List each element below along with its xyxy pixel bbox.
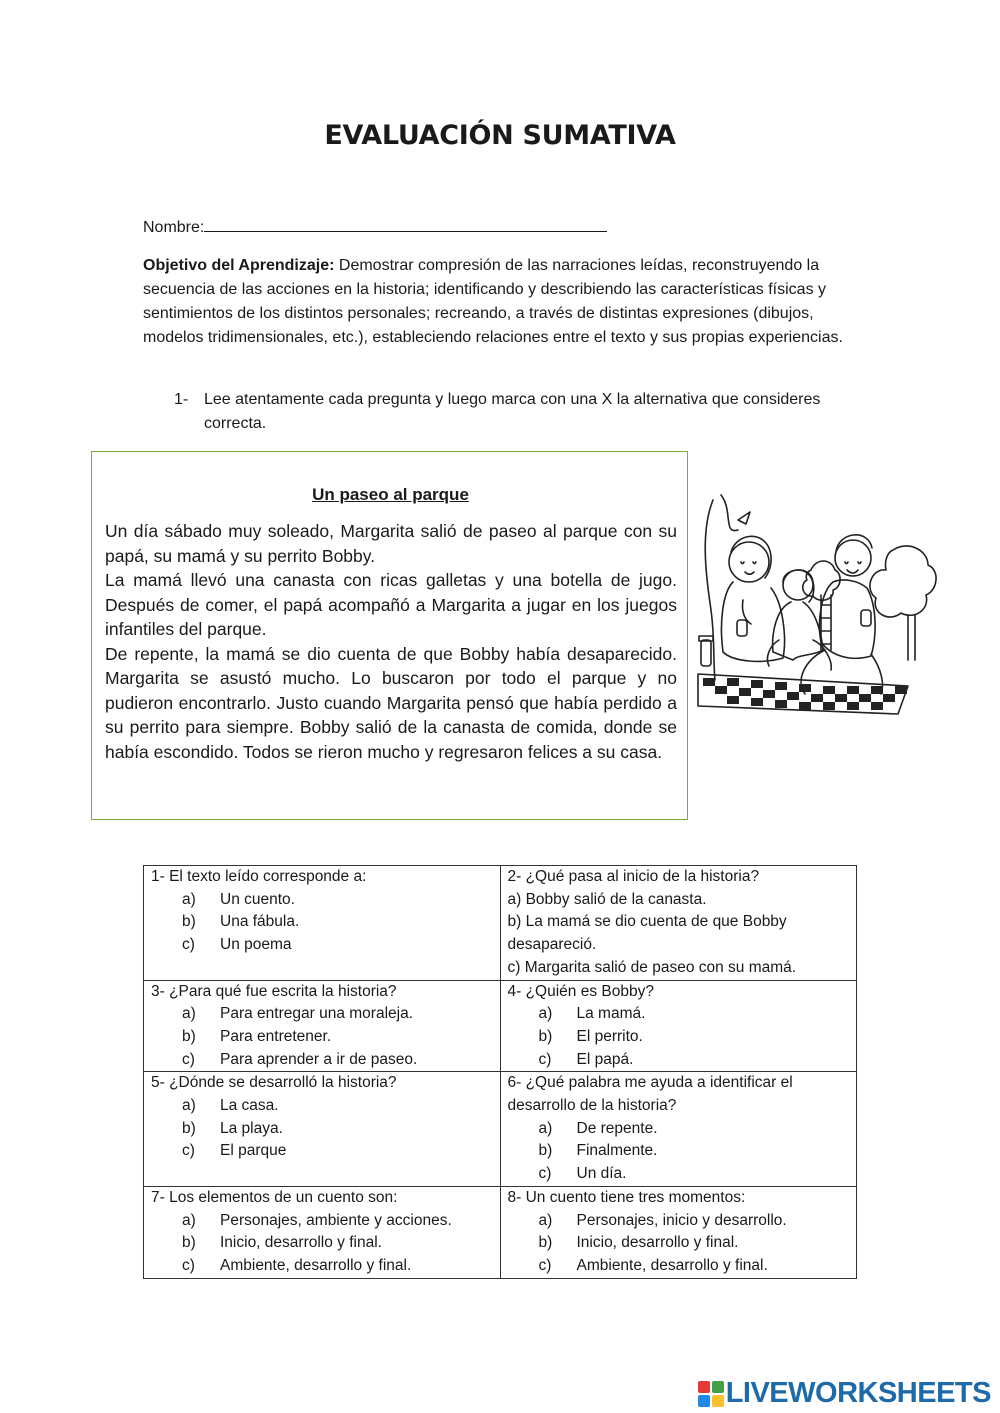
name-blank-line[interactable] (204, 216, 607, 232)
question-text: 7- Los elementos de un cuento son: (151, 1188, 398, 1206)
picnic-illustration (693, 490, 953, 720)
question-cell (500, 866, 857, 981)
story-paragraph: La mamá llevó una canasta con ricas galletas y una botella de jugo. Después de comer, el papá acompañó a Margarita a jugar en los juegos infantiles del parque. (105, 570, 677, 639)
instruction-number: 1- (174, 391, 189, 408)
name-label: Nombre: (143, 219, 205, 236)
story-paragraph: Un día sábado muy soleado, Margarita salió de paseo al parque con su papá, su mamá y su perrito Bobby. (105, 521, 677, 566)
answer-option[interactable]: a) Para entregar una moraleja. (182, 1005, 414, 1023)
logo-square (698, 1395, 710, 1407)
logo-square (712, 1381, 724, 1393)
question-text: 6- ¿Qué palabra me ayuda a identificar el desarrollo de la historia? (507, 1074, 793, 1115)
answer-option[interactable]: b) Finalmente. (538, 1142, 658, 1160)
answer-option[interactable]: b) La playa. (182, 1119, 283, 1137)
instruction (174, 388, 858, 436)
question-cell (144, 866, 501, 981)
answer-option[interactable]: b) Inicio, desarrollo y final. (538, 1234, 739, 1252)
answer-option[interactable]: a) Un cuento. (182, 890, 295, 908)
answer-option[interactable]: a) Personajes, inicio y desarrollo. (538, 1211, 787, 1229)
answer-option[interactable]: c) Para aprender a ir de paseo. (182, 1050, 418, 1068)
answer-option[interactable]: c) Margarita salió de paseo con su mamá. (507, 958, 797, 976)
question-cell (500, 1186, 857, 1278)
story-box (91, 451, 688, 820)
logo-square (698, 1381, 710, 1393)
answer-option[interactable]: b) Para entretener. (182, 1027, 332, 1045)
question-cell (144, 1072, 501, 1187)
answer-option[interactable]: a) La casa. (182, 1097, 279, 1115)
logo-square (712, 1395, 724, 1407)
answer-option[interactable]: c) Un día. (538, 1165, 627, 1183)
answer-option[interactable]: b) Inicio, desarrollo y final. (182, 1234, 382, 1252)
liveworksheets-logo[interactable] (698, 1377, 991, 1410)
question-text: 5- ¿Dónde se desarrolló la historia? (151, 1074, 397, 1092)
story-title: Un paseo al parque (312, 485, 469, 504)
question-text: 4- ¿Quién es Bobby? (507, 982, 654, 1000)
answer-option[interactable]: c) Un poema (182, 936, 292, 954)
story-body (105, 519, 677, 764)
answer-option[interactable]: a) La mamá. (538, 1005, 646, 1023)
question-cell (500, 1072, 857, 1187)
answer-option[interactable]: c) Ambiente, desarrollo y final. (538, 1256, 768, 1274)
objective-text: Demostrar compresión de las narraciones leídas, reconstruyendo la secuencia de las acciones en la historia; identificando y describiendo las características físicas y sentimientos de los distintos personales; recreando, a través de distintas expresiones (dibujos, modelos tridimensionales, etc.), estableciendo relaciones entre el texto y sus propias experiencias. (143, 257, 843, 346)
answer-option[interactable]: c) El parque (182, 1142, 287, 1160)
answer-option[interactable]: b) El perrito. (538, 1027, 643, 1045)
answer-option[interactable]: c) Ambiente, desarrollo y final. (182, 1256, 412, 1274)
story-paragraph: De repente, la mamá se dio cuenta de que Bobby había desaparecido. Margarita se asustó mucho. Lo buscaron por todo el parque y no pudieron encontrarlo. Justo cuando Margarita pensó que había perdido a su perrito para siempre. Bobby salió de la canasta de comida, donde se había escondido. Todos se rieron mucho y regresaron felices a su casa. (105, 643, 677, 762)
liveworksheets-logo-icon (698, 1381, 724, 1407)
learning-objective (143, 254, 859, 350)
answer-option[interactable]: b) Una fábula. (182, 913, 300, 931)
answer-option[interactable]: a) De repente. (538, 1119, 658, 1137)
answer-option[interactable]: b) La mamá se dio cuenta de que Bobby desapareció. (507, 913, 787, 954)
brand-name: LIVEWORKSHEETS (725, 1377, 991, 1409)
question-text: 3- ¿Para qué fue escrita la historia? (151, 982, 397, 1000)
answer-option[interactable]: a) Personajes, ambiente y acciones. (182, 1211, 452, 1229)
answer-option[interactable]: c) El papá. (538, 1050, 634, 1068)
instruction-text: Lee atentamente cada pregunta y luego marca con una X la alternativa que consideres correcta. (204, 391, 821, 432)
question-text: 1- El texto leído corresponde a: (151, 868, 367, 885)
objective-label: Objetivo del Aprendizaje: (143, 257, 335, 274)
question-cell (500, 980, 857, 1072)
question-cell (144, 980, 501, 1072)
answer-option[interactable]: a) Bobby salió de la canasta. (507, 890, 707, 908)
question-cell (144, 1186, 501, 1278)
question-text: 8- Un cuento tiene tres momentos: (507, 1188, 746, 1206)
name-field (143, 216, 607, 237)
questions-table (143, 865, 857, 1279)
page-title: EVALUACIÓN SUMATIVA (324, 120, 676, 151)
question-text: 2- ¿Qué pasa al inicio de la historia? (507, 868, 760, 885)
